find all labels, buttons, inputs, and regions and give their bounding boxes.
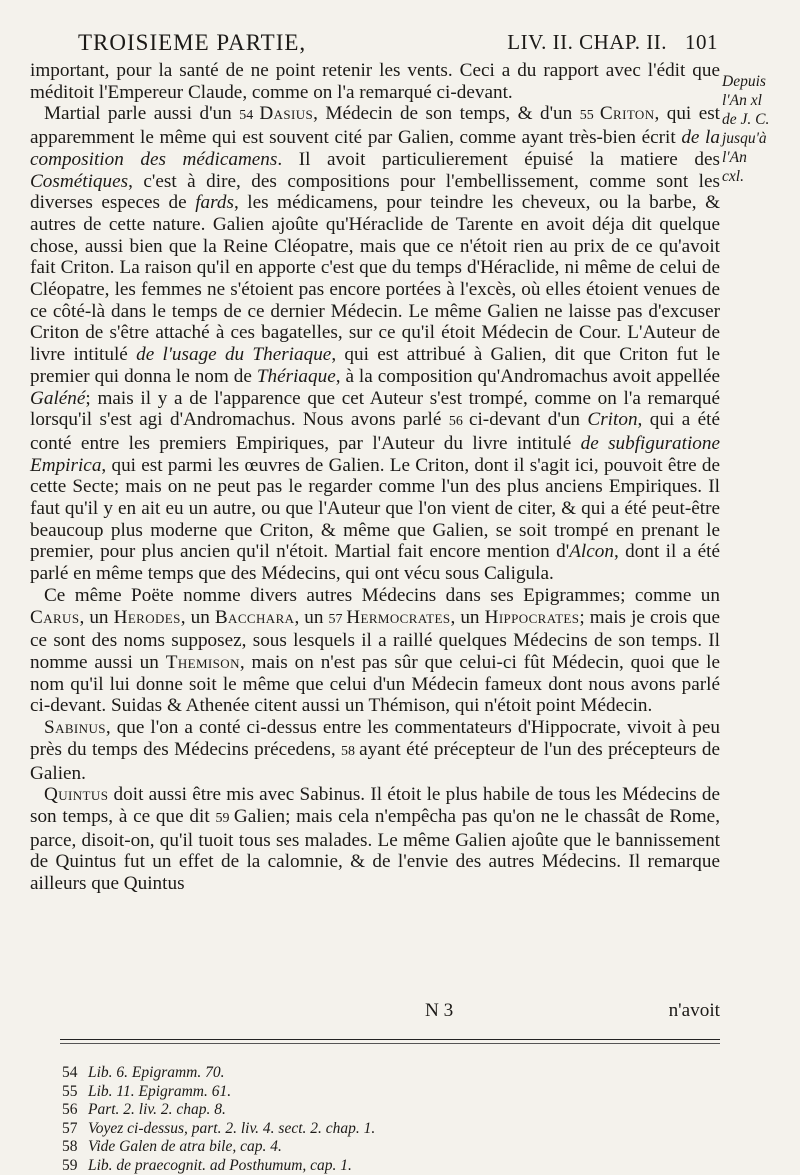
text-run: ; mais je crois que ce sont des noms supposez, sous lesquels il a raillé quelques Médecins de son temps. Il nomme aussi un — [30, 607, 720, 673]
footnote-ref: 56 — [449, 414, 469, 429]
header-chapter — [507, 30, 718, 55]
footnote-ref: 55 — [580, 108, 600, 123]
footnote-item — [62, 1083, 622, 1102]
footnote-item — [62, 1064, 622, 1083]
text-run: de subfiguratione Empirica — [30, 433, 720, 476]
text-run: , c'est à dire, des compositions pour l'embellissement, comme sont les diverses especes de — [30, 171, 720, 214]
paragraph — [30, 103, 720, 584]
paragraph — [30, 60, 720, 103]
text-run: Criton — [587, 409, 637, 430]
footnote-text: Lib. de praecognit. ad Posthumum, cap. 1. — [88, 1157, 352, 1174]
footnote-number: 54 — [62, 1064, 88, 1083]
text-run: Galéné — [30, 388, 85, 409]
signature-mark: N 3 — [425, 1000, 453, 1022]
footnote-item — [62, 1120, 622, 1139]
text-run: de la composition des médicamens — [30, 127, 720, 170]
footnote-number: 58 — [62, 1138, 88, 1157]
text-run: Sabinus — [44, 717, 106, 738]
footnote-number: 55 — [62, 1083, 88, 1102]
paragraph — [30, 585, 720, 717]
footnote-item — [62, 1138, 622, 1157]
margin-note-dates: Depuis l'An xl de J. C. jusqu'à l'An cxl. — [722, 72, 798, 186]
footnote-rule — [60, 1039, 720, 1040]
paragraph — [30, 784, 720, 895]
body-text — [30, 60, 720, 895]
page-foot-marks — [30, 1000, 720, 1024]
text-run: Bacchara — [215, 607, 295, 628]
text-run: , qui est attribué à Galien, dit que Criton fut le premier qui donna le nom de — [30, 344, 720, 387]
header-chapter-label: LIV. II. CHAP. II. — [507, 30, 667, 54]
text-run: Hippocrates — [485, 607, 580, 628]
text-run: , qui est apparemment le même qui est souvent cité par Galien, comme ayant très-bien écrit — [30, 103, 720, 148]
text-run: , un — [294, 607, 328, 628]
header-title: TROISIEME PARTIE, — [78, 30, 306, 55]
text-run: ci-devant d'un — [469, 409, 587, 430]
text-run: , les médicamens, pour teindre les cheveux, ou la barbe, & autres de cette nature. Galien ajoûte qu'Héraclide de Tarente en avoit déja dit quelque chose, aussi bien que la Reine Cléopatre, mais que ce n'étoit rien au prix de ce qu'avoit fait Criton. La raison qu'il en apporte c'est que du temps d'Héraclide, ni même de celui de Cléopatre, les femmes ne s'étoient pas encore portées à l'excès, où elles étoient venues de ce côté-là dans le temps de ce dernier Médecin. Le même Galien ne laisse pas d'excuser Criton de s'être attaché à ces bagatelles, sur ce qu'il étoit Médecin de Cour. L'Auteur de livre intitulé — [30, 192, 720, 365]
footnotes — [62, 1064, 622, 1175]
page-number: 101 — [685, 30, 718, 54]
text-run: Martial parle aussi d'un — [44, 103, 239, 124]
text-run: Dasius — [259, 103, 313, 124]
footnote-ref: 59 — [215, 811, 233, 826]
footnote-text: Vide Galen de atra bile, cap. 4. — [88, 1138, 282, 1155]
text-run: , un — [79, 607, 113, 628]
text-run: , dont il a été parlé en même temps que des Médecins, qui ont vécu sous Caligula. — [30, 541, 720, 584]
text-run: Herodes — [114, 607, 181, 628]
text-run: , un — [181, 607, 215, 628]
text-run: , mais on n'est pas sûr que celui-ci fût Médecin, quoi que le nom qu'il lui donne soit le même que celui d'un Médecin fameux dont nous avons parlé ci-devant. Suidas & Athenée citent aussi un Thémison, qui n'étoit point Médecin. — [30, 652, 720, 716]
text-run: Quintus — [44, 784, 108, 805]
footnote-item — [62, 1157, 622, 1175]
text-run: Thériaque — [257, 366, 336, 387]
footnote-text: Voyez ci-dessus, part. 2. liv. 4. sect. 2. chap. 1. — [88, 1120, 375, 1137]
text-run: Carus — [30, 607, 79, 628]
text-run: , un — [450, 607, 484, 628]
footnote-item — [62, 1101, 622, 1120]
footnote-ref: 58 — [341, 744, 359, 759]
text-run: , Médecin de son temps, & d'un — [313, 103, 580, 124]
running-header — [78, 30, 718, 56]
text-run: de l'usage du Theriaque — [136, 344, 331, 365]
text-run: ayant été précepteur de l'un des précepteurs de Galien. — [30, 739, 720, 784]
footnote-number: 57 — [62, 1120, 88, 1139]
footnote-ref: 57 — [329, 612, 347, 627]
paragraph — [30, 717, 720, 784]
text-run: Criton — [600, 103, 655, 124]
text-run: Themison — [166, 652, 240, 673]
text-run: Ce même Poëte nomme divers autres Médecins dans ses Epigrammes; comme un — [44, 585, 720, 606]
catchword: n'avoit — [669, 1000, 720, 1022]
text-run: Galien; mais cela n'empêcha pas qu'on ne le chassât de Rome, parce, disoit-on, qu'il tuoit tous ses malades. Le même Galien ajoûte que le bannissement de Quintus fut un effet de la calomnie, & de l'envie des autres Médecins. Il remarque ailleurs que Quintus — [30, 806, 720, 894]
footnote-ref: 54 — [239, 108, 259, 123]
text-run: important, pour la santé de ne point retenir les vents. Ceci a du rapport avec l'édit que méditoit l'Empereur Claude, comme on l'a remarqué ci-devant. — [30, 60, 720, 103]
text-run: , à la composition qu'Andromachus avoit appellée — [336, 366, 720, 387]
footnote-rule-thin — [60, 1043, 720, 1044]
text-run: , qui est parmi les œuvres de Galien. Le Criton, dont il s'agit ici, pouvoit être de cette Secte; mais on ne peut pas le regarder comme l'un des plus anciens Empiriques. Il faut qu'il y en ait eu un autre, ou que l'Auteur que l'on vient de citer, & qui a été peut-être beaucoup plus moderne que Criton, & même que Galien, se soit trompé en prenant le premier, pour plus ancien qu'il n'étoit. Martial fait encore mention d' — [30, 455, 720, 563]
text-run: doit aussi être mis avec Sabinus. Il étoit le plus habile de tous les Médecins de son temps, à ce que dit — [30, 784, 720, 827]
text-run: , que l'on a conté ci-dessus entre les commentateurs d'Hippocrate, vivoit à peu près du temps des Médecins précedens, — [30, 717, 720, 760]
text-run: , qui a été conté entre les premiers Empiriques, par l'Auteur du livre intitulé — [30, 409, 720, 454]
text-run: Hermocrates — [346, 607, 450, 628]
footnote-number: 56 — [62, 1101, 88, 1120]
text-run: fards — [195, 192, 234, 213]
text-run: . Il avoit particulierement épuisé la matiere des — [277, 149, 720, 170]
footnote-number: 59 — [62, 1157, 88, 1175]
footnote-text: Lib. 6. Epigramm. 70. — [88, 1064, 225, 1081]
footnote-text: Lib. 11. Epigramm. 61. — [88, 1083, 231, 1100]
footnote-text: Part. 2. liv. 2. chap. 8. — [88, 1101, 226, 1118]
text-run: Alcon — [569, 541, 614, 562]
text-run: ; mais il y a de l'apparence que cet Auteur s'est trompé, comme on l'a remarqué lorsqu'il s'est agi d'Andromachus. Nous avons parlé — [30, 388, 720, 431]
text-run: Cosmétiques — [30, 171, 128, 192]
